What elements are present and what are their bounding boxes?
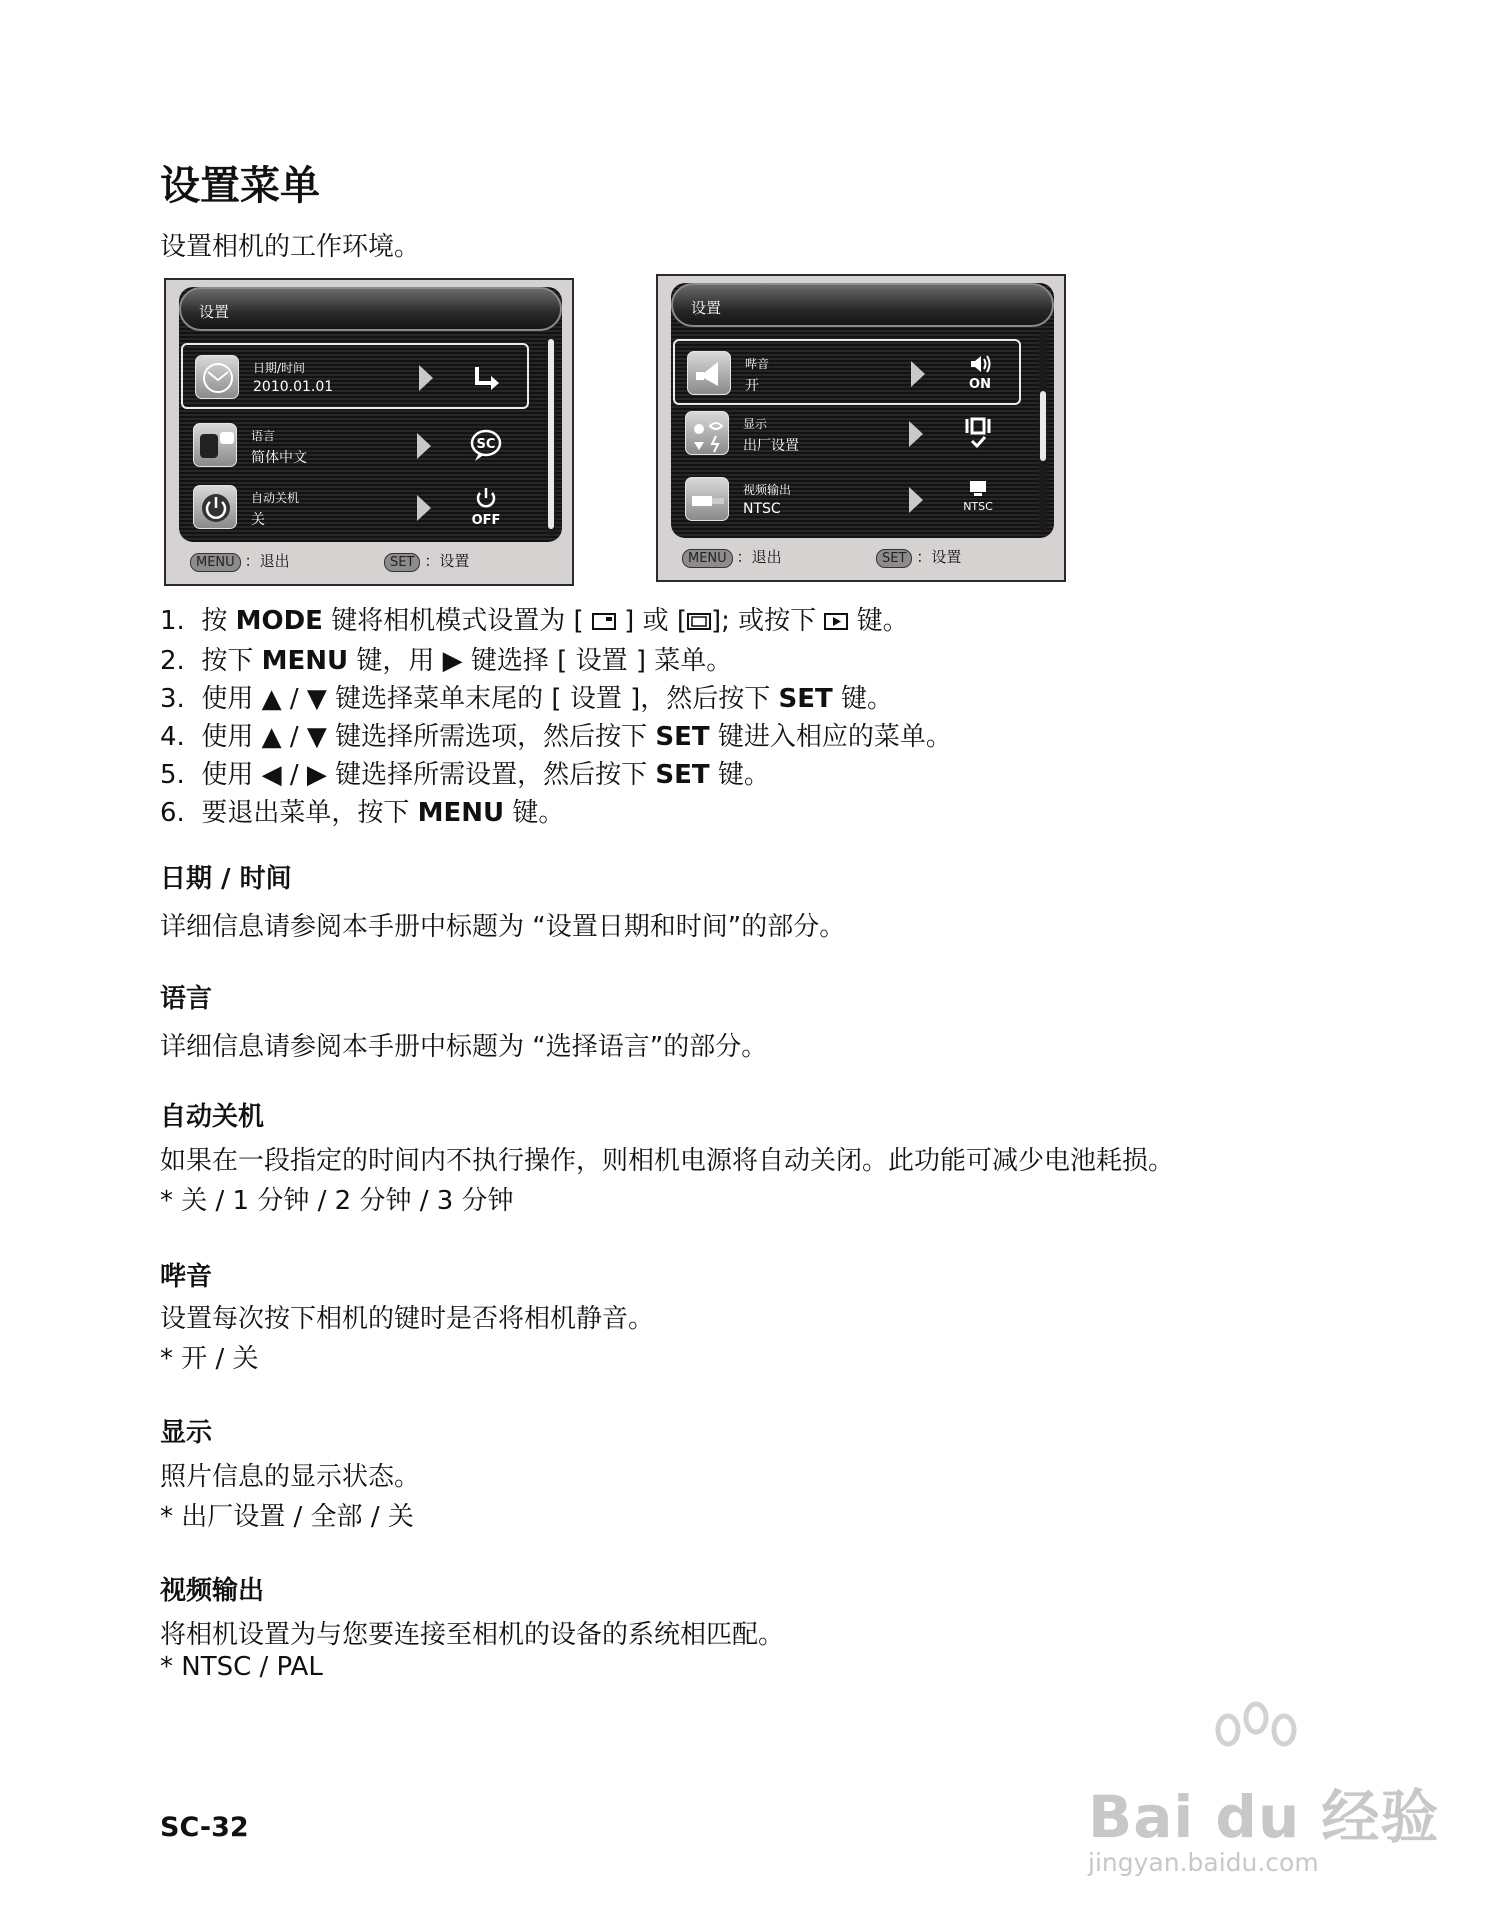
footer-set-hint: SET ：设置 xyxy=(876,546,961,568)
section-text: 将相机设置为与您要连接至相机的设备的系统相匹配。 xyxy=(160,1620,785,1650)
row-label: 哔音 xyxy=(745,357,770,371)
menu-row-datetime[interactable] xyxy=(181,343,529,409)
enter-arrow-icon xyxy=(463,355,513,401)
intro-text: 设置相机的工作环境。 xyxy=(160,232,421,262)
right-arrow-icon xyxy=(419,365,433,391)
power-icon xyxy=(193,485,237,529)
step-3: 3. 使用 ▲ / ▼ 键选择菜单末尾的 [ 设置 ]，然后按下 SET 键。 xyxy=(160,684,893,714)
row-value: 关 xyxy=(251,512,265,528)
screen-header: 设置 xyxy=(179,287,562,331)
sound-on-icon: ON xyxy=(955,351,1005,397)
section-heading-auto-off: 自动关机 xyxy=(160,1102,265,1132)
section-options: * NTSC / PAL xyxy=(160,1652,323,1682)
section-text: 设置每次按下相机的键时是否将相机静音。 xyxy=(160,1304,655,1334)
menu-row-language[interactable] xyxy=(181,413,529,479)
row-value: 简体中文 xyxy=(251,450,307,466)
screen-display xyxy=(179,287,562,542)
scrollbar[interactable] xyxy=(547,335,555,535)
paw-logo-icon xyxy=(1198,1700,1318,1780)
svg-text:SC: SC xyxy=(476,437,496,452)
tv-icon: NTSC xyxy=(953,477,1003,523)
row-value: 2010.01.01 xyxy=(253,379,334,395)
right-arrow-icon xyxy=(909,421,923,447)
camera-mode-icon xyxy=(592,604,616,642)
section-options: * 开 / 关 xyxy=(160,1344,259,1374)
video-out-icon xyxy=(685,477,729,521)
section-heading-display: 显示 xyxy=(160,1418,213,1448)
section-text: 照片信息的显示状态。 xyxy=(160,1462,421,1492)
step-list xyxy=(160,602,952,832)
scrollbar[interactable] xyxy=(1039,331,1047,531)
sc-language-icon xyxy=(461,423,511,469)
page-number: SC-32 xyxy=(160,1812,249,1843)
movie-mode-icon xyxy=(687,604,711,642)
clock-icon xyxy=(195,355,239,399)
row-label: 日期/时间 xyxy=(253,361,306,375)
playback-icon xyxy=(824,604,848,642)
step-2: 2. 按下 MENU 键，用 ▶ 键选择 [ 设置 ] 菜单。 xyxy=(160,646,733,676)
menu-row-video-out[interactable] xyxy=(673,467,1021,533)
section-options: * 出厂设置 / 全部 / 关 xyxy=(160,1502,414,1532)
display-default-icon xyxy=(953,411,1003,457)
footer-menu-hint: MENU ：退出 xyxy=(682,546,782,568)
step-6: 6. 要退出菜单，按下 MENU 键。 xyxy=(160,798,565,828)
section-heading-video-out: 视频输出 xyxy=(160,1576,265,1606)
footer-menu-hint: MENU ：退出 xyxy=(190,550,290,572)
row-value: 开 xyxy=(745,378,759,394)
section-text: 详细信息请参阅本手册中标题为 “选择语言”的部分。 xyxy=(160,1032,768,1062)
section-text: 详细信息请参阅本手册中标题为 “设置日期和时间”的部分。 xyxy=(160,912,846,942)
baidu-watermark xyxy=(1068,1700,1448,1880)
display-icon xyxy=(685,411,729,455)
speaker-icon xyxy=(687,351,731,395)
camera-screen-1 xyxy=(164,278,574,586)
menu-row-display[interactable] xyxy=(673,401,1021,467)
step-5: 5. 使用 ◀ / ▶ 键选择所需设置，然后按下 SET 键。 xyxy=(160,760,770,790)
language-icon xyxy=(193,423,237,467)
row-label: 显示 xyxy=(743,417,768,431)
row-label: 语言 xyxy=(251,429,276,443)
screen-header: 设置 xyxy=(671,283,1054,327)
footer-set-hint: SET ：设置 xyxy=(384,550,469,572)
camera-screen-2 xyxy=(656,274,1066,582)
power-off-icon: OFF xyxy=(461,485,511,531)
page-title: 设置菜单 xyxy=(160,163,320,209)
watermark-logo-text: Bai du 经验 xyxy=(1088,1783,1440,1851)
right-arrow-icon xyxy=(909,487,923,513)
section-heading-beep: 哔音 xyxy=(160,1262,213,1292)
menu-row-auto-off[interactable] xyxy=(181,475,529,541)
right-arrow-icon xyxy=(417,433,431,459)
section-options: * 关 / 1 分钟 / 2 分钟 / 3 分钟 xyxy=(160,1186,514,1216)
step-1: 1. 按 MODE 键将相机模式设置为 [ ] 或 [ ]; 或按下 键。 xyxy=(160,602,952,642)
row-label: 视频输出 xyxy=(743,483,792,497)
menu-row-beep[interactable] xyxy=(673,339,1021,405)
screen-display xyxy=(671,283,1054,538)
section-text: 如果在一段指定的时间内不执行操作，则相机电源将自动关闭。此功能可减少电池耗损。 xyxy=(160,1146,1175,1176)
row-value: NTSC xyxy=(743,501,781,517)
section-heading-language: 语言 xyxy=(160,984,213,1014)
row-value: 出厂设置 xyxy=(743,438,799,454)
step-4: 4. 使用 ▲ / ▼ 键选择所需选项，然后按下 SET 键进入相应的菜单。 xyxy=(160,722,952,752)
right-arrow-icon xyxy=(911,361,925,387)
right-arrow-icon xyxy=(417,495,431,521)
section-heading-datetime: 日期 / 时间 xyxy=(160,864,292,894)
row-label: 自动关机 xyxy=(251,491,300,505)
watermark-url: jingyan.baidu.com xyxy=(1088,1848,1319,1877)
